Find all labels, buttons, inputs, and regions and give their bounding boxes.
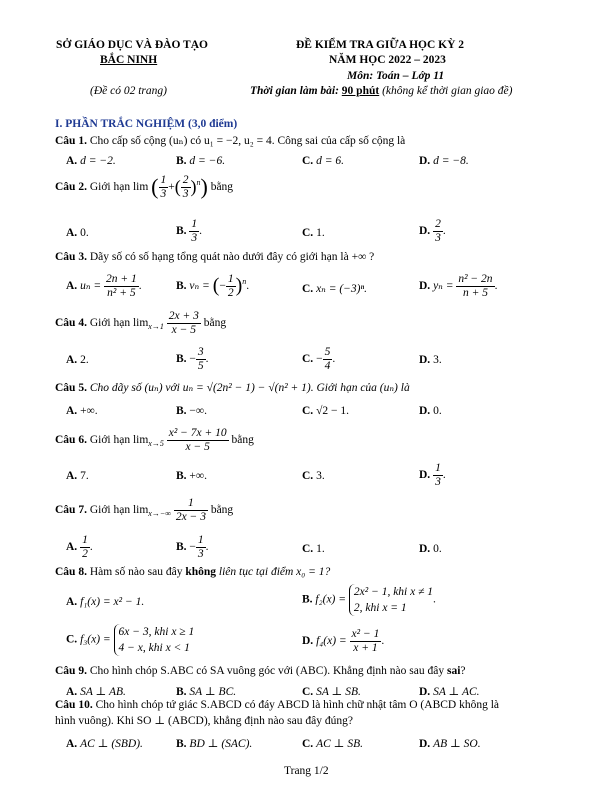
exam-duration: Thời gian làm bài: 90 phút (không kể thời gian giao đề) xyxy=(250,85,513,97)
q2-option-d: D. $\frac{2}{3}$ . xyxy=(419,218,446,244)
q7-option-a: A. $\frac{1}{2}$ . xyxy=(66,534,93,560)
question-1: Câu 1. Cho cấp số cộng (uₙ) có u₁ = −2, u₂ = 4. Công sai của cấp số cộng là xyxy=(55,135,406,147)
q8-option-d: D. f₄(x) = $\frac{\text{x² − 1}}{x + 1}$ . xyxy=(302,628,385,654)
q7-option-c: C. 1. xyxy=(302,543,325,555)
q2-option-c: C. 1. xyxy=(302,227,325,239)
subject: Môn: Toán – Lớp 11 xyxy=(347,70,445,82)
question-3: Câu 3. Dãy số có số hạng tổng quát nào dưới đây có giới hạn là +∞ ? xyxy=(55,251,375,263)
q9-option-d: D. SA ⊥ AC. xyxy=(419,686,480,698)
question-9: Câu 9. Cho hình chóp S.ABC có SA vuông góc với (ABC). Khẳng định nào sau đây sai? xyxy=(55,665,466,677)
school-year: NĂM HỌC 2022 – 2023 xyxy=(329,54,446,66)
q5-option-b: B. −∞. xyxy=(176,405,207,417)
q1-option-c: C. d = 6. xyxy=(302,155,344,167)
department-name: SỞ GIÁO DỤC VÀ ĐÀO TẠO xyxy=(56,39,208,51)
q3-option-b: B. vₙ = (− $\frac{1}{2}$ )$^n$. xyxy=(176,273,250,299)
page-count-note: (Đề có 02 trang) xyxy=(90,85,167,97)
question-8: Câu 8. Hàm số nào sau đây không liên tục tại điểm x₀ = 1? xyxy=(55,566,331,578)
q5-option-d: D. 0. xyxy=(419,405,442,417)
province-name: BẮC NINH xyxy=(100,54,158,66)
q7-option-b: B. − $\frac{1}{3}$ . xyxy=(176,534,209,560)
q3-option-a: A. uₙ = $\frac{2n + 1}{\text{n² + 5}}$ . xyxy=(66,273,142,299)
q7-option-d: D. 0. xyxy=(419,543,442,555)
question-2: Câu 2. Giới hạn lim ( $\frac{1}{3}$ +( $\frac{2}{3}$ )$^n$) bằng xyxy=(55,174,234,200)
q9-option-b: B. SA ⊥ BC. xyxy=(176,686,237,698)
q8-option-a: A. f₁(x) = x² − 1. xyxy=(66,596,145,608)
q8-option-c: C. f₃(x) = 6x − 3, khi x ≥ 1 4 − x, khi x < 1 xyxy=(66,624,194,656)
q1-option-b: B. d = −6. xyxy=(176,155,226,167)
q1-option-a: A. d = −2. xyxy=(66,155,116,167)
page-number: Trang 1/2 xyxy=(284,765,329,777)
q5-option-a: A. +∞. xyxy=(66,405,98,417)
question-4: Câu 4. Giới hạn $\lim_{x\to 1}$ $\frac{2x + 3}{x - 5}$ bằng xyxy=(55,310,227,336)
question-10: Câu 10. Cho hình chóp tứ giác S.ABCD có đáy ABCD là hình chữ nhật tâm O (ABCD không là xyxy=(55,699,500,711)
q5-option-c: C. √2 − 1. xyxy=(302,405,349,417)
q3-option-c: C. xₙ = (−3)ⁿ. xyxy=(302,283,368,295)
question-6: Câu 6. Giới hạn $\lim_{x\to 5}$ $\frac{\text{x² − 7x + 10}}{x - 5}$ bằng xyxy=(55,427,254,453)
q6-option-c: C. 3. xyxy=(302,470,325,482)
q3-option-d: D. yₙ = $\frac{\text{n² − 2n}}{n + 5}$ . xyxy=(419,273,498,299)
q4-option-d: D. 3. xyxy=(419,354,442,366)
q4-option-c: C. − $\frac{5}{4}$ . xyxy=(302,346,336,372)
q6-option-a: A. 7. xyxy=(66,470,89,482)
q4-option-a: A. 2. xyxy=(66,354,89,366)
q10-option-c: C. AC ⊥ SB. xyxy=(302,738,363,750)
q10-option-a: A. AC ⊥ (SBD). xyxy=(66,738,143,750)
q10-option-b: B. BD ⊥ (SAC). xyxy=(176,738,253,750)
question-7: Câu 7. Giới hạn $\lim_{x\to-\infty}$ $\frac{1}{2x - 3}$ bằng xyxy=(55,497,234,523)
q2-option-b: B. $\frac{1}{3}$ . xyxy=(176,218,203,244)
q6-option-b: B. +∞. xyxy=(176,470,207,482)
q1-option-d: D. d = −8. xyxy=(419,155,469,167)
q6-option-d: D. $\frac{1}{3}$ . xyxy=(419,462,446,488)
question-5: Câu 5. Cho dãy số (uₙ) với uₙ = √(2n² − 1) − √(n² + 1). Giới hạn của (uₙ) là xyxy=(55,382,410,394)
q8-option-b: B. f₂(x) = 2x² − 1, khi x ≠ 1 2, khi x = 1. xyxy=(302,584,436,616)
q10-option-d: D. AB ⊥ SO. xyxy=(419,738,481,750)
q9-option-a: A. SA ⊥ AB. xyxy=(66,686,126,698)
section-title: I. PHẦN TRẮC NGHIỆM (3,0 điểm) xyxy=(55,118,238,130)
exam-title: ĐỀ KIỂM TRA GIỮA HỌC KỲ 2 xyxy=(296,39,465,51)
q2-option-a: A. 0. xyxy=(66,227,89,239)
q9-option-c: C. SA ⊥ SB. xyxy=(302,686,361,698)
question-10-line2: hình vuông). Khi SO ⊥ (ABCD), khẳng định nào sau đây đúng? xyxy=(55,715,353,727)
q4-option-b: B. − $\frac{3}{5}$ . xyxy=(176,346,209,372)
